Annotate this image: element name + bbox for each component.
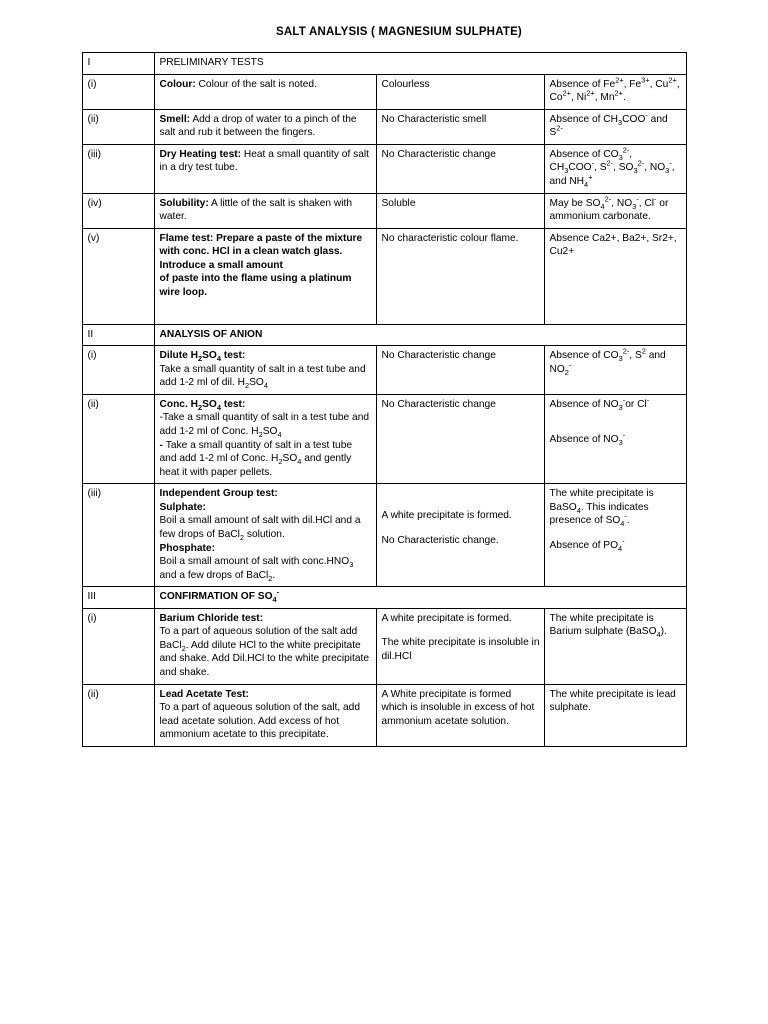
table-row	[82, 228, 686, 324]
test-heading: Independent Group test:	[159, 488, 278, 500]
table-row	[82, 484, 686, 587]
row-observation: Colourless	[376, 74, 544, 109]
row-test	[154, 608, 376, 684]
row-inference: The white precipitate is lead sulphate.	[544, 684, 686, 746]
row-test	[154, 228, 376, 324]
row-observation: A white precipitate is formed. No Characteristic change.	[376, 484, 544, 587]
test-heading: Dry Heating test:	[159, 148, 242, 160]
row-id: (i)	[82, 74, 154, 109]
test-heading: Dilute $H_2SO_4$ test:	[159, 350, 246, 364]
test-body: of paste into the flame using a platinum wire loop.	[159, 273, 352, 298]
test-heading: Smell:	[159, 113, 191, 125]
test-heading: Solubility:	[159, 197, 209, 209]
row-observation: No Characteristic change	[376, 394, 544, 483]
table-row	[82, 74, 686, 109]
row-test	[154, 109, 376, 144]
row-test	[154, 193, 376, 228]
test-heading: Conc. $H_2SO_4$ test:	[159, 398, 246, 412]
row-inference: The white precipitate is Barium sulphate (BaSO$_4$).	[544, 608, 686, 684]
row-observation: No Characteristic change	[376, 144, 544, 193]
row-id: (ii)	[82, 394, 154, 483]
row-inference: Absence Ca2+, Ba2+, Sr2+, Cu2+	[544, 228, 686, 324]
row-id: (ii)	[82, 109, 154, 144]
test-body: -Take a small quantity of salt in a test tube and add 1-2 ml of Conc. $H_2SO_4$	[159, 412, 370, 440]
row-inference: Absence of $CH_3COO^-$ and $S^{2-}$	[544, 109, 686, 144]
test-heading: Barium Chloride test:	[159, 612, 264, 624]
table-row	[82, 193, 686, 228]
row-inference: Absence of $CO_3^{2-}$, $CH_3COO^-$, $S^{2-}$, $SO_3^{2-}$, $NO_3^-$, and $NH_4^+$	[544, 144, 686, 193]
row-test	[154, 484, 376, 587]
row-test	[154, 74, 376, 109]
row-observation: No Characteristic change	[376, 346, 544, 395]
test-body-sulphate: Boil a small amount of salt with dil.HCl and a few drops of BaCl$_2$ solution.	[159, 515, 361, 542]
test-heading: Flame test: Prepare a paste of the mixture with conc. HCl in a clean watch glass. Introduce a small amount	[159, 232, 363, 271]
table-row	[82, 587, 686, 609]
test-body: Take a small quantity of salt in a test tube and add 1-2 ml of dil. $H_2SO_4$	[159, 363, 366, 391]
row-test	[154, 684, 376, 746]
row-test	[154, 144, 376, 193]
test-body: Add a drop of water to a pinch of the salt and rub it between the fingers.	[159, 113, 357, 139]
row-test	[154, 346, 376, 395]
row-id: (i)	[82, 608, 154, 684]
test-body-phosphate: Boil a small amount of salt with $conc.HNO_3$ and a few drops of BaCl$_2$.	[159, 556, 354, 583]
row-observation: A white precipitate is formed. The white precipitate is insoluble in dil.HCl	[376, 608, 544, 684]
test-body: To a part of aqueous solution of the salt, add lead acetate solution. Add excess of hot ammonium acetate to this precipitate.	[159, 702, 360, 741]
row-id: (iii)	[82, 484, 154, 587]
test-heading: Colour:	[159, 78, 196, 90]
page-title: SALT ANALYSIS ( MAGNESIUM SULPHATE)	[276, 26, 522, 38]
table-row	[82, 53, 686, 75]
row-id: (iv)	[82, 193, 154, 228]
section-title: CONFIRMATION OF $SO_4^-$	[154, 587, 686, 609]
row-id: (ii)	[82, 684, 154, 746]
table-row	[82, 324, 686, 346]
test-body: Heat a small quantity of salt in a dry test tube.	[159, 148, 369, 174]
test-body: To a part of aqueous solution of the salt add BaCl$_2$. Add dilute HCl to the white precipitate and shake. Add Dil.HCl to the white precipitate and shake.	[159, 626, 370, 678]
row-inference: Absence of $NO_3^-or$ Cl- Absence of $NO_3^-$	[544, 394, 686, 483]
test-subheading-sulphate: Sulphate:	[159, 501, 206, 513]
table-row	[82, 608, 686, 684]
row-inference: Absence of $CO_3^{2-}$, $S^2$ and $NO_2^-$	[544, 346, 686, 395]
row-id: II	[82, 324, 154, 346]
section-title: ANALYSIS OF ANION	[154, 324, 686, 346]
table-row	[82, 684, 686, 746]
row-id: III	[82, 587, 154, 609]
section-title: PRELIMINARY TESTS	[154, 53, 686, 75]
row-id: I	[82, 53, 154, 75]
table-row	[82, 144, 686, 193]
test-body-2: - Take a small quantity of salt in a test tube and add 1-2 ml of Conc. $H_2SO_4$ and gently heat it with paper pellets.	[159, 439, 353, 478]
test-subheading-phosphate: Phosphate:	[159, 542, 215, 554]
row-observation: No characteristic colour flame.	[376, 228, 544, 324]
row-id: (v)	[82, 228, 154, 324]
row-inference: The white precipitate is BaSO$_4$. This indicates presence of $SO_4^-$. Absence of $PO_4^-$	[544, 484, 686, 587]
test-heading: Lead Acetate Test:	[159, 688, 249, 700]
row-id: (iii)	[82, 144, 154, 193]
row-test	[154, 394, 376, 483]
table-row	[82, 109, 686, 144]
table-row	[82, 346, 686, 395]
row-observation: No Characteristic smell	[376, 109, 544, 144]
row-inference: Absence of $Fe^{2+}$, $Fe^{3+}$, $Cu^{2+}$, $Co^{2+}$, $Ni^{2+}$, $Mn^{2+}$.	[544, 74, 686, 109]
test-body: Colour of the salt is noted.	[195, 78, 317, 90]
row-observation: A White precipitate is formed which is insoluble in excess of hot ammonium acetate solution.	[376, 684, 544, 746]
row-observation: Soluble	[376, 193, 544, 228]
test-body: A little of the salt is shaken with water.	[159, 197, 353, 223]
table-row	[82, 394, 686, 483]
salt-analysis-table	[82, 52, 687, 747]
row-inference: May be $SO_4^{2-}$, $NO_3^-$, Cl- or ammonium carbonate.	[544, 193, 686, 228]
row-id: (i)	[82, 346, 154, 395]
